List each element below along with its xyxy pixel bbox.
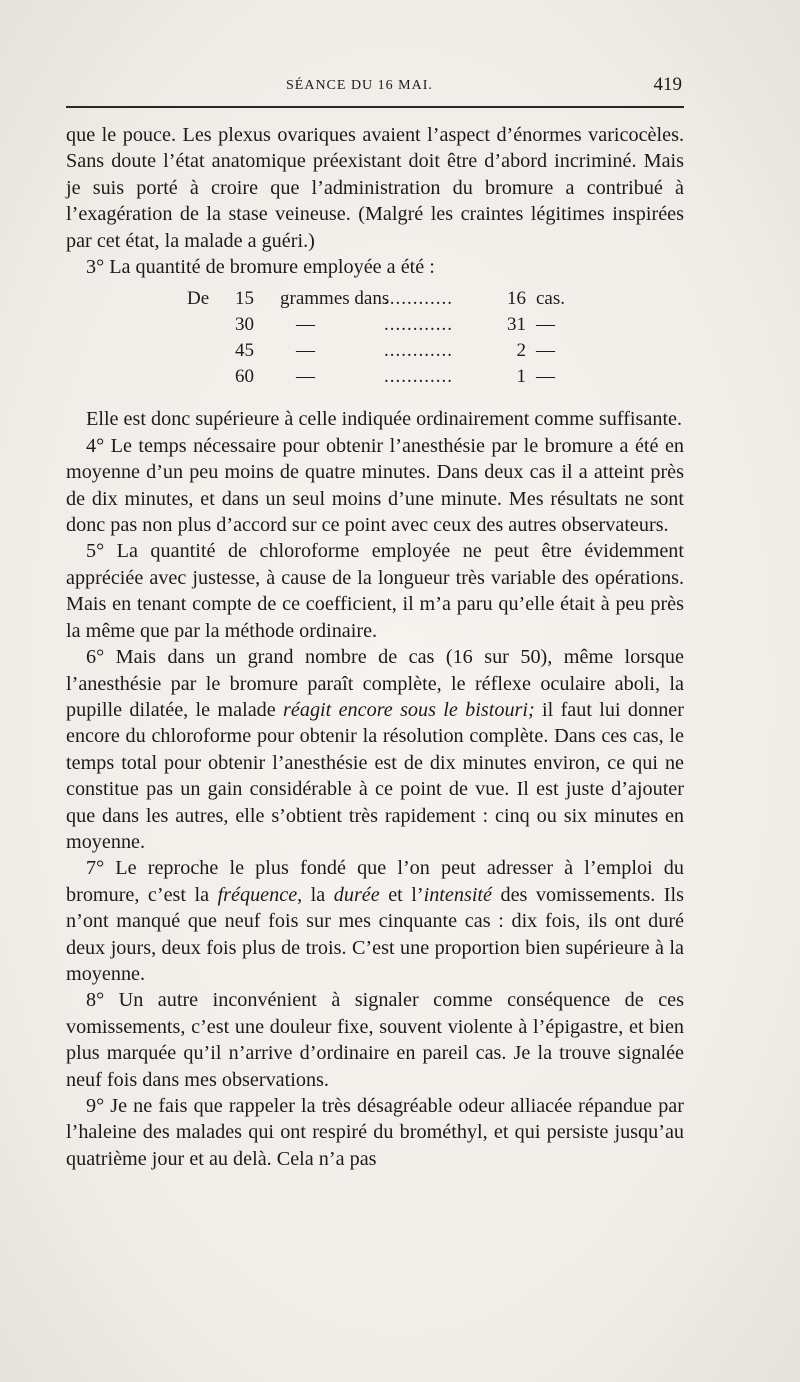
- table-dots: ............: [384, 340, 453, 362]
- p7-text-b: , la: [297, 883, 334, 906]
- table-row: [66, 286, 684, 312]
- table-dash: —: [296, 314, 315, 336]
- table-count: 31: [507, 314, 526, 336]
- table-row: [66, 364, 684, 390]
- paragraph-5: 5° La quantité de chloroforme employée ne peut être évidemment appréciée avec justesse, à cause de la longueur très variable des opérations. Mais en tenant compte de ce coefficient, il m’a paru qu’elle était à peu près la même que par la méthode ordinaire.: [66, 540, 684, 642]
- table-dash: —: [296, 366, 315, 388]
- table-row: [66, 312, 684, 338]
- paragraph-9: 9° Je ne fais que rappeler la très désagréable odeur alliacée répandue par l’haleine des malades qui ont respiré du brométhyl, et qui persiste jusqu’au quatrième jour et au delà. Cela n’a pas: [66, 1095, 684, 1170]
- table-dots: ............: [384, 314, 453, 336]
- p7-text-a: 7° Le reproche le plus fondé que l’on peut adresser à l’emploi du bromure, c’est la: [66, 857, 684, 906]
- p7-text-c: et l’: [379, 883, 424, 906]
- table-count: 2: [516, 340, 526, 362]
- p6-text-after: il faut lui donner encore du chloroforme pour obtenir la résolution complète. Dans ces cas, le temps total pour obtenir l’anesthésie est de dix minutes environ, ce qui ne constitue pas un gain considérable à ce point de vue. Il est juste d’ajouter que dans les autres, elle s’obtient très rapidement : cinq ou six minutes en moyenne.: [66, 698, 684, 853]
- paragraph-after-table: Elle est donc supérieure à celle indiquée ordinairement comme suffisante.: [86, 408, 683, 431]
- table-dash: —: [536, 340, 555, 362]
- table-unit-label: grammes dans: [280, 288, 390, 310]
- table-grams: 60: [235, 366, 254, 388]
- p6-text-before: 6° Mais dans un grand nombre de cas (16 sur 50), même lorsque l’anesthésie par le bromure paraît complète, le réflexe oculaire aboli, la pupille dilatée, le malade: [66, 646, 684, 721]
- page-number: 419: [653, 74, 682, 95]
- paragraph-6: [66, 644, 684, 855]
- running-header: [66, 74, 684, 102]
- p7-italic-duree: durée: [333, 883, 380, 906]
- dosage-table: [66, 286, 684, 390]
- table-dash: —: [536, 314, 555, 336]
- table-prefix: De: [187, 288, 210, 310]
- body-text: [66, 122, 684, 1172]
- table-grams: 15: [235, 288, 254, 310]
- p7-text-d: des vomissements. Ils n’ont manqué que neuf fois sur mes cinquante cas : dix fois, ils ont duré deux jours, deux fois plus de trois. C’est une proportion bien supérieure à la moyenne.: [66, 883, 684, 985]
- table-row: [66, 338, 684, 364]
- table-count: 1: [516, 366, 526, 388]
- paragraph-4: 4° Le temps nécessaire pour obtenir l’anesthésie par le bromure a été en moyenne d’un peu moins de quatre minutes. Dans deux cas il a atteint près de dix minutes, et dans un seul moins d’une minute. Mes résultats ne sont donc pas non plus d’accord sur ce point avec ceux des autres observateurs.: [66, 434, 684, 537]
- table-grams: 30: [235, 314, 254, 336]
- p6-italic: réagit encore sous le bistouri;: [283, 698, 535, 721]
- table-grams: 45: [235, 340, 254, 362]
- table-dots: ............: [384, 366, 453, 388]
- table-count-unit: cas.: [536, 288, 566, 310]
- paragraph-continued: que le pouce. Les plexus ovariques avaient l’aspect d’énormes varicocèles. Sans doute l’état anatomique préexistant doit être d’abord incriminé. Mais je suis porté à croire que l’administration du bromure a contribué à l’exagération de la stase veineuse. (Malgré les craintes légitimes inspirées par cet état, la malade a guéri.): [66, 124, 684, 252]
- table-dash: —: [296, 340, 315, 362]
- table-dots: ............: [384, 288, 453, 310]
- table-count: 16: [507, 288, 526, 310]
- header-rule: [66, 106, 684, 108]
- table-dash: —: [536, 366, 555, 388]
- running-title: SÉANCE DU 16 MAI.: [286, 78, 433, 93]
- paragraph-8: 8° Un autre inconvénient à signaler comme conséquence de ces vomissements, c’est une douleur fixe, souvent violente à l’épigastre, et bien plus marquée qu’il n’arrive d’ordinaire en pareil cas. Je la trouve signalée neuf fois dans mes observations.: [66, 989, 684, 1091]
- paragraph-7: [66, 855, 684, 987]
- p7-italic-frequence: fréquence: [217, 883, 298, 906]
- p7-italic-intensite: intensité: [423, 883, 492, 906]
- paragraph-3: 3° La quantité de bromure employée a été :: [86, 256, 435, 279]
